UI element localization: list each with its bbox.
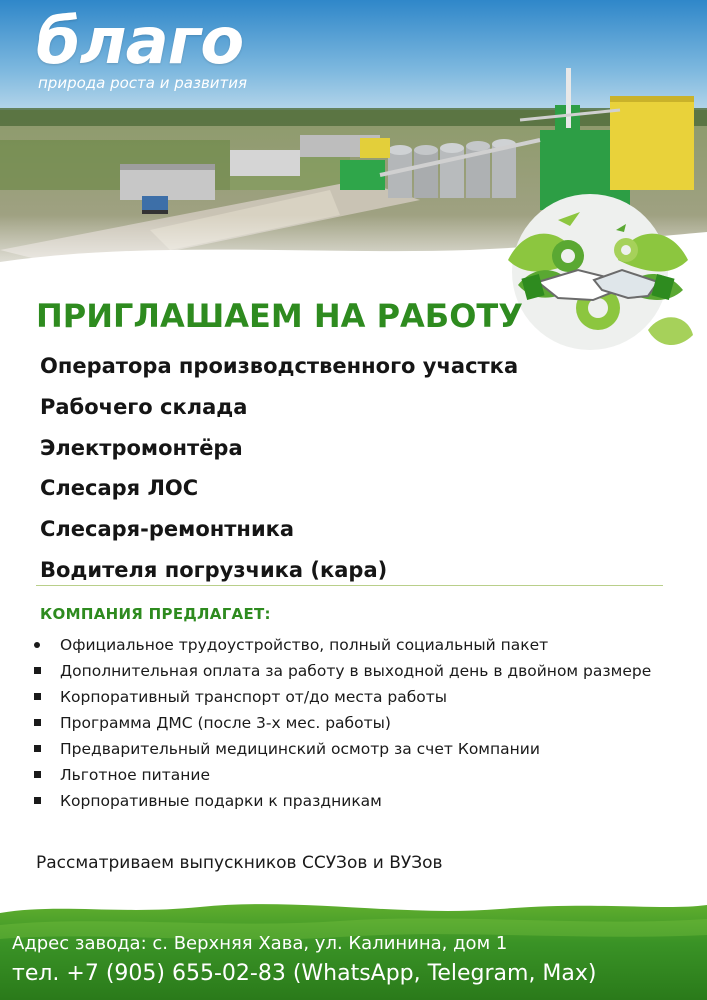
vacancy-item: Слесаря ЛОС: [40, 476, 199, 501]
benefit-item: [32, 658, 702, 684]
vacancy-item: Рабочего склада: [40, 394, 248, 419]
benefit-item: [32, 684, 702, 710]
benefit-item: [32, 632, 702, 658]
bullet-icon: [34, 642, 40, 648]
bullet-icon: [34, 693, 41, 700]
benefit-item: [32, 710, 702, 736]
benefit-item: [32, 762, 702, 788]
benefit-text: Программа ДМС (после 3-х мес. работы): [60, 714, 391, 732]
bullet-icon: [34, 771, 41, 778]
graduates-note: Рассматриваем выпускников ССУЗов и ВУЗов: [36, 853, 443, 873]
benefit-text: Предварительный медицинский осмотр за счет Компании: [60, 740, 540, 758]
benefit-text: Дополнительная оплата за работу в выходной день в двойном размере: [60, 662, 652, 680]
benefit-text: Корпоративные подарки к праздникам: [60, 792, 382, 810]
brand-tagline: природа роста и развития: [38, 74, 248, 92]
benefit-text: Корпоративный транспорт от/до места работы: [60, 688, 448, 706]
contact-phone: тел. +7 (905) 655-02-83 (WhatsApp, Telegram, Max): [12, 961, 597, 986]
vacancy-item: Водителя погрузчика (кара): [40, 557, 388, 582]
bullet-icon: [34, 797, 41, 804]
vacancy-list: [40, 346, 518, 591]
brand-name: благо: [36, 5, 244, 79]
section-divider: [36, 585, 663, 586]
benefit-text: Льготное питание: [60, 766, 211, 784]
brand-logo: [36, 6, 276, 92]
bullet-icon: [34, 667, 41, 674]
headline: ПРИГЛАШАЕМ НА РАБОТУ: [36, 297, 523, 335]
benefit-text: Официальное трудоустройство, полный социальный пакет: [60, 636, 549, 654]
benefits-heading: КОМПАНИЯ ПРЕДЛАГАЕТ:: [40, 605, 271, 623]
vacancy-item: Слесаря-ремонтника: [40, 517, 295, 542]
bullet-icon: [34, 745, 41, 752]
benefit-item: [32, 736, 702, 762]
handshake-gears-icon: [498, 190, 698, 360]
factory-address: Адрес завода: с. Верхняя Хава, ул. Калинина, дом 1: [12, 933, 508, 954]
benefit-item: [32, 788, 702, 814]
benefits-list: [32, 632, 702, 814]
vacancy-item: Оператора производственного участка: [40, 354, 519, 378]
vacancy-item: Электромонтёра: [40, 435, 243, 460]
bullet-icon: [34, 719, 41, 726]
